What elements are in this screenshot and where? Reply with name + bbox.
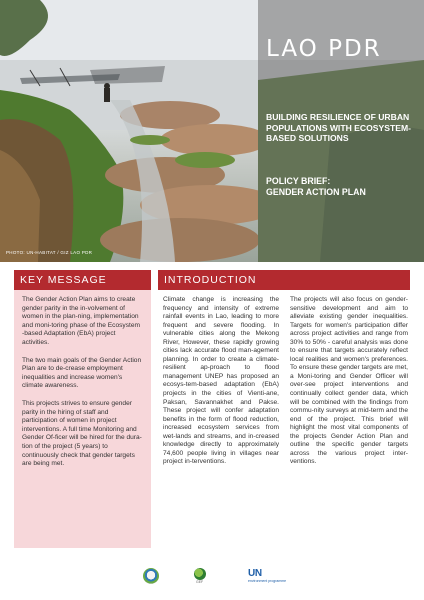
brief-type: POLICY BRIEF: <box>266 176 331 186</box>
brief-label <box>266 176 416 197</box>
introduction-heading: INTRODUCTION <box>158 270 410 290</box>
key-message-paragraph: The Gender Action Plan aims to create gender parity in the in-volvement of women in the plan-ning, implementation and moni-toring phase of the Ecosystem -based Adaptation (EbA) project activities. <box>22 296 141 346</box>
introduction-column-2: The projects will also focus on gender-sensitive development and aim to alleviate existing gender inequalities. Targets for women's participation differ across project activities and range from 30% to 50% - careful analysis was done to ensure that targets accurately reflect local realities and women's preferences. To ensure these gender targets are met, a Moni-toring and Gender Officer will over-see project interventions and continually collect gender data, which will be combined with the findings from commu-nity surveys at mid-term and the end of the project. This brief will highlight the most vital components of the projects Gender Action Plan and outline the specific gender targets across the various project inter-ventions. <box>290 296 408 466</box>
photo-credit: PHOTO: UN-HABITAT / GIZ LAO PDR <box>6 250 93 255</box>
key-message-paragraph: This projects strives to ensure gender parity in the hiring of staff and participation of women in project interventions. A full time Monitoring and Gender Of-ficer will be hired for the dura-tion of the project (5 years) to continuously check that gender targets are being met. <box>22 399 142 468</box>
partner-logo-icon <box>143 568 159 584</box>
gef-emblem-icon <box>194 568 206 580</box>
key-message-paragraph: The two main goals of the Gender Action Plan are to de-crease employment inequalities and increase women's climate awareness. <box>22 356 142 390</box>
project-subtitle: BUILDING RESILIENCE OF URBAN POPULATIONS WITH ECOSYSTEM-BASED SOLUTIONS <box>266 112 411 143</box>
un-logo-mark: UN <box>248 568 262 579</box>
gef-logo <box>194 568 224 590</box>
un-environment-logo <box>248 568 288 590</box>
introduction-column-1: Climate change is increasing the frequency and intensity of extreme rainfall events in Lao, leading to more frequent and severe flooding. In vulnerable cities along the Mekong River, However, these rapidly growing cities lack accurate flood man-agement planning. In order to create a climate-resilient ap-proach to flood management UNEP has proposed an ecosys-tem-based adaptation (EbA) projects in the cities of Vienti-ane, Paksan, Savannakhet and Pakse. These project will confer adaptation benefits in the form of flood reduction, increased ecosystem services from wet-lands and streams, and in-creased knowledge directly to approximately 74,600 people living in villages near project in-terventions. <box>163 296 279 466</box>
key-message-box <box>14 290 151 548</box>
brief-title: GENDER ACTION PLAN <box>266 186 366 197</box>
gef-logo-text: GEF <box>196 580 204 584</box>
un-logo-subtext: environment programme <box>248 579 287 583</box>
key-message-heading: KEY MESSAGE <box>14 270 151 290</box>
page-title: LAO PDR <box>266 36 382 62</box>
